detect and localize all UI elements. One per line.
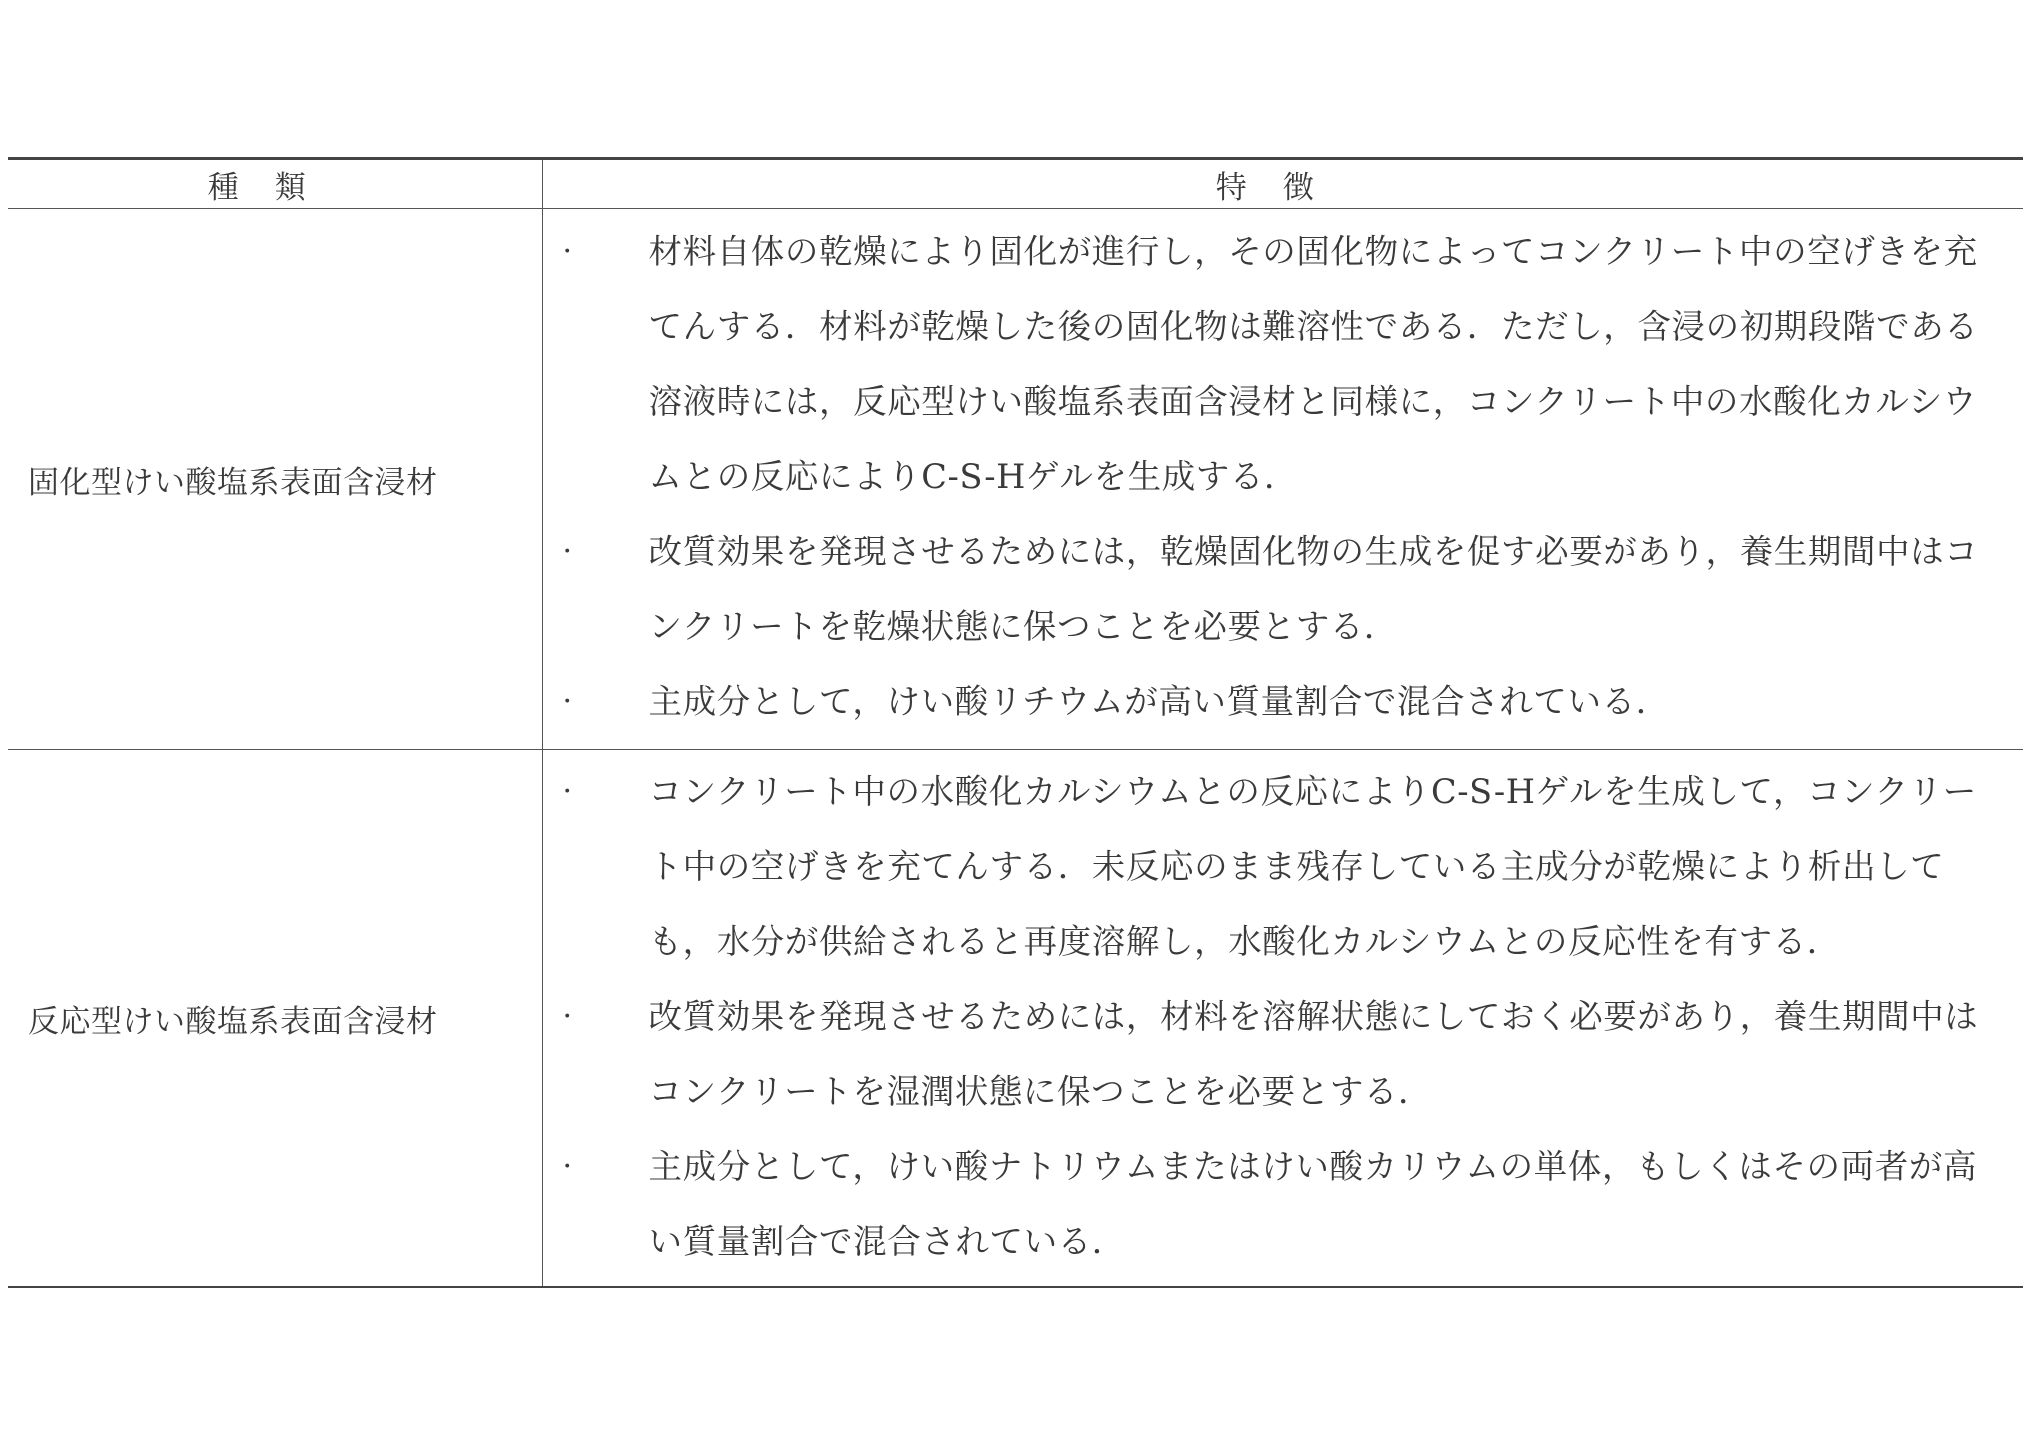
feature-text: 材料自体の乾燥により固化が進行し，その固化物によってコンクリート中の空げきを充てんする．材料が乾燥した後の固化物は難溶性である．ただし，含浸の初期段階である溶液時には，反応型けい酸塩系表面含浸材と同様に，コンクリート中の水酸化カルシウムとの反応によりC-S-Hゲルを生成する． <box>648 231 1979 496</box>
bullet-mark: · <box>562 533 573 569</box>
feature-text: 主成分として，けい酸リチウムが高い質量割合で混合されている． <box>648 681 1670 721</box>
feature-text: 改質効果を発現させるためには，材料を溶解状態にしておく必要があり，養生期間中はコンクリートを湿潤状態に保つことを必要とする． <box>648 996 1979 1111</box>
feature-list <box>543 754 2024 1279</box>
bullet-mark: · <box>562 1148 573 1184</box>
feature-text: 主成分として，けい酸ナトリウムまたはけい酸カリウムの単体，もしくはその両者が高い質量割合で混合されている． <box>648 1146 1978 1261</box>
header-kind: 種類 <box>8 159 542 209</box>
bullet-mark: · <box>562 683 573 719</box>
feature-cell <box>542 209 2023 750</box>
feature-item <box>543 664 2024 739</box>
feature-cell <box>542 750 2023 1288</box>
bullet-mark: · <box>562 998 573 1034</box>
feature-item <box>543 1129 2024 1279</box>
feature-item <box>543 979 2024 1129</box>
feature-item <box>543 514 2024 664</box>
header-feature: 特徴 <box>542 159 2023 209</box>
table-row <box>8 209 2023 750</box>
feature-list <box>543 214 2024 739</box>
feature-item <box>543 214 2024 514</box>
feature-item <box>543 754 2024 979</box>
feature-text: 改質効果を発現させるためには，乾燥固化物の生成を促す必要があり，養生期間中はコンクリートを乾燥状態に保つことを必要とする． <box>648 531 1979 646</box>
bullet-mark: · <box>562 233 573 269</box>
bullet-mark: · <box>562 773 573 809</box>
table-row <box>8 750 2023 1288</box>
table-header-row <box>8 159 2023 209</box>
kind-cell: 反応型けい酸塩系表面含浸材 <box>8 750 542 1288</box>
feature-text: コンクリート中の水酸化カルシウムとの反応によりC-S-Hゲルを生成して，コンクリート中の空げきを充てんする．未反応のまま残存している主成分が乾燥により析出しても，水分が供給されると再度溶解し，水酸化カルシウムとの反応性を有する． <box>648 771 1977 961</box>
impregnant-comparison-table <box>8 157 2023 1288</box>
kind-cell: 固化型けい酸塩系表面含浸材 <box>8 209 542 750</box>
